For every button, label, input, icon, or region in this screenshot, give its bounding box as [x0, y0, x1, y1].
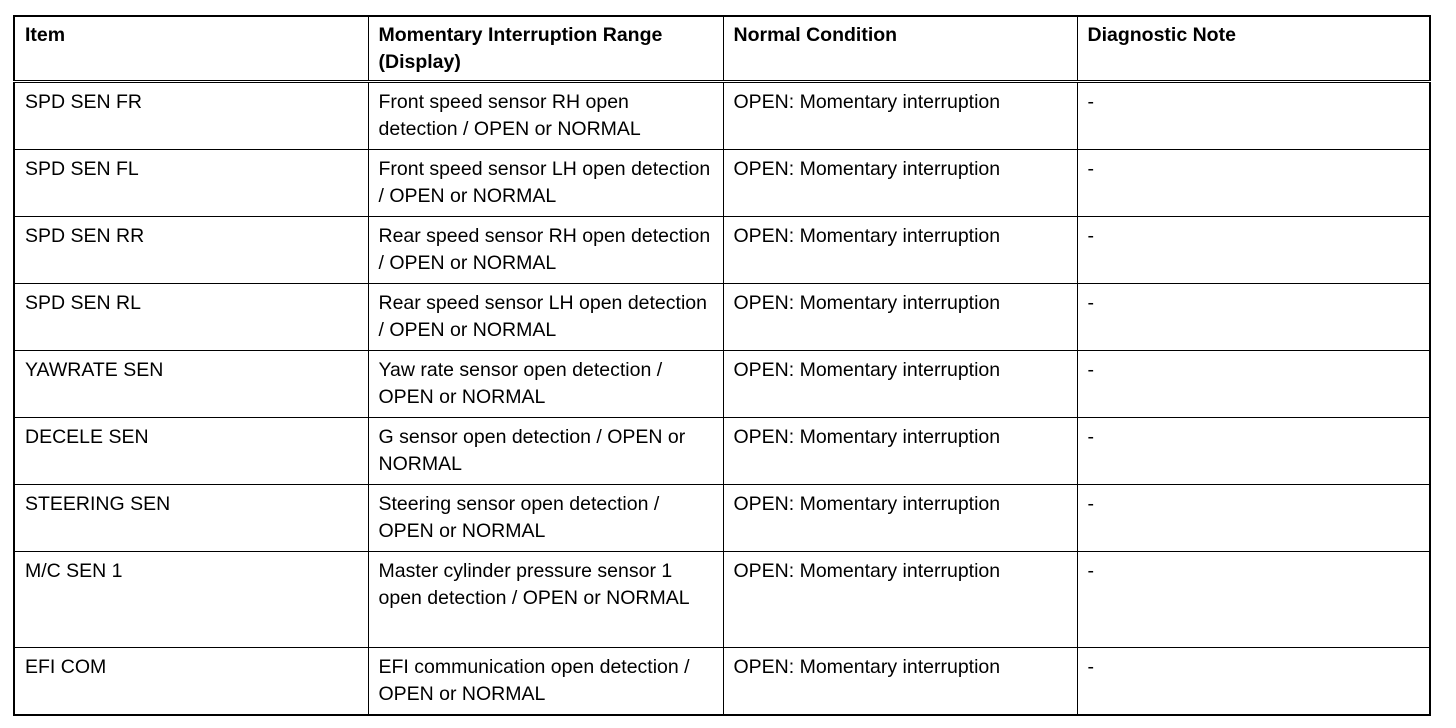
cell-item: SPD SEN FR — [14, 82, 368, 150]
cell-range: EFI communication open detection / OPEN or NORMAL — [368, 648, 723, 716]
cell-item: YAWRATE SEN — [14, 351, 368, 418]
cell-normal-condition: OPEN: Momentary interruption — [723, 552, 1077, 648]
cell-diagnostic-note: - — [1077, 418, 1430, 485]
table-row — [14, 150, 1430, 217]
cell-range: Rear speed sensor LH open detection / OPEN or NORMAL — [368, 284, 723, 351]
cell-item: STEERING SEN — [14, 485, 368, 552]
cell-diagnostic-note: - — [1077, 217, 1430, 284]
table-header — [14, 16, 1430, 82]
cell-diagnostic-note: - — [1077, 82, 1430, 150]
header-row — [14, 16, 1430, 82]
table-body — [14, 82, 1430, 716]
cell-range: G sensor open detection / OPEN or NORMAL — [368, 418, 723, 485]
header-diagnostic-note: Diagnostic Note — [1077, 16, 1430, 82]
cell-item: SPD SEN FL — [14, 150, 368, 217]
table-row — [14, 648, 1430, 716]
cell-range: Master cylinder pressure sensor 1 open detection / OPEN or NORMAL — [368, 552, 723, 648]
table-row — [14, 82, 1430, 150]
cell-diagnostic-note: - — [1077, 485, 1430, 552]
table-row — [14, 485, 1430, 552]
cell-range: Rear speed sensor RH open detection / OPEN or NORMAL — [368, 217, 723, 284]
cell-normal-condition: OPEN: Momentary interruption — [723, 284, 1077, 351]
table-row — [14, 217, 1430, 284]
cell-item: SPD SEN RL — [14, 284, 368, 351]
table-row — [14, 351, 1430, 418]
cell-normal-condition: OPEN: Momentary interruption — [723, 82, 1077, 150]
cell-item: EFI COM — [14, 648, 368, 716]
table-row — [14, 284, 1430, 351]
cell-normal-condition: OPEN: Momentary interruption — [723, 485, 1077, 552]
header-range: Momentary Interruption Range (Display) — [368, 16, 723, 82]
cell-normal-condition: OPEN: Momentary interruption — [723, 150, 1077, 217]
table-row — [14, 418, 1430, 485]
header-item: Item — [14, 16, 368, 82]
table-row — [14, 552, 1430, 648]
cell-diagnostic-note: - — [1077, 150, 1430, 217]
cell-range: Front speed sensor LH open detection / OPEN or NORMAL — [368, 150, 723, 217]
cell-diagnostic-note: - — [1077, 351, 1430, 418]
cell-normal-condition: OPEN: Momentary interruption — [723, 418, 1077, 485]
cell-range: Yaw rate sensor open detection / OPEN or NORMAL — [368, 351, 723, 418]
cell-item: SPD SEN RR — [14, 217, 368, 284]
diagnostic-data-table — [13, 15, 1431, 716]
cell-diagnostic-note: - — [1077, 648, 1430, 716]
cell-normal-condition: OPEN: Momentary interruption — [723, 217, 1077, 284]
cell-normal-condition: OPEN: Momentary interruption — [723, 648, 1077, 716]
cell-diagnostic-note: - — [1077, 552, 1430, 648]
header-normal-condition: Normal Condition — [723, 16, 1077, 82]
cell-diagnostic-note: - — [1077, 284, 1430, 351]
cell-item: M/C SEN 1 — [14, 552, 368, 648]
cell-normal-condition: OPEN: Momentary interruption — [723, 351, 1077, 418]
cell-item: DECELE SEN — [14, 418, 368, 485]
cell-range: Steering sensor open detection / OPEN or NORMAL — [368, 485, 723, 552]
cell-range: Front speed sensor RH open detection / OPEN or NORMAL — [368, 82, 723, 150]
